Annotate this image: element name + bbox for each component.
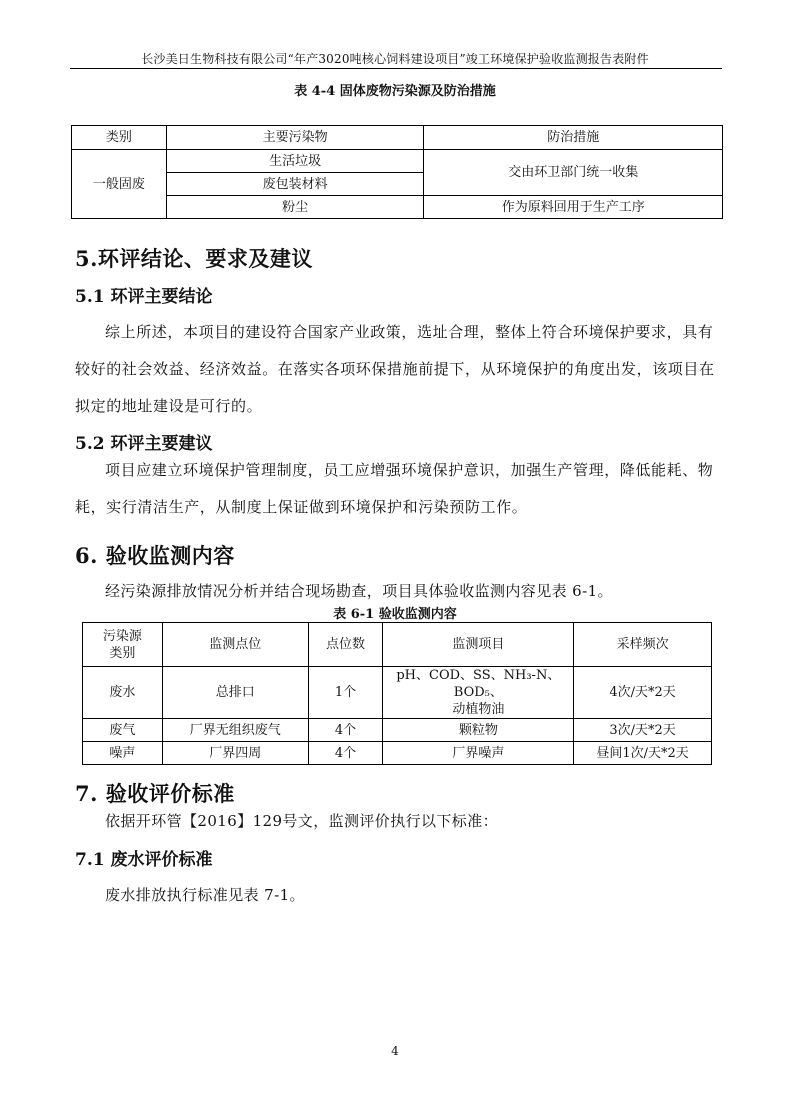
section-6-intro: 经污染源排放情况分析并结合现场勘查，项目具体验收监测内容见表 6-1。 bbox=[105, 582, 613, 600]
table-row bbox=[83, 742, 712, 765]
freq-cell: 昼间1次/天*2天 bbox=[574, 742, 712, 765]
source-cell: 废水 bbox=[83, 667, 163, 719]
col-category: 类别 bbox=[72, 126, 167, 150]
section-5-title: 5.环评结论、要求及建议 bbox=[75, 246, 313, 271]
section-7-1-paragraph: 废水排放执行标准见表 7-1。 bbox=[105, 886, 305, 904]
item-line2: 动植物油 bbox=[452, 702, 505, 717]
col-source-line2: 类别 bbox=[109, 645, 136, 661]
table-row bbox=[83, 719, 712, 742]
col-pollutant: 主要污染物 bbox=[166, 126, 424, 150]
section-5-1-paragraph: 综上所述，本项目的建设符合国家产业政策，选址合理，整体上符合环境保护要求，具有较好的社会效益、经济效益。在落实各项环保措施前提下，从环境保护的角度出发，该项目在拟定的地址建设是可行的。 bbox=[75, 323, 715, 415]
col-item: 监测项目 bbox=[383, 623, 574, 667]
header-rule bbox=[70, 68, 722, 69]
table-row bbox=[72, 196, 723, 219]
count-cell: 4个 bbox=[308, 719, 383, 742]
section-7-title: 7. 验收评价标准 bbox=[75, 781, 235, 806]
col-freq: 采样频次 bbox=[574, 623, 712, 667]
section-7-intro: 依据开环管【2016】129号文，监测评价执行以下标准： bbox=[105, 812, 499, 830]
measure-cell: 作为原料回用于生产工序 bbox=[424, 196, 723, 219]
source-cell: 废气 bbox=[83, 719, 163, 742]
item-cell: 颗粒物 bbox=[383, 719, 574, 742]
section-5-1-title: 5.1 环评主要结论 bbox=[75, 287, 213, 307]
table-4-4-caption: 表 4-4 固体废物污染源及防治措施 bbox=[294, 84, 496, 99]
category-cell: 一般固废 bbox=[72, 150, 167, 219]
table-header-row bbox=[83, 623, 712, 667]
freq-cell: 4次/天*2天 bbox=[574, 667, 712, 719]
count-cell: 4个 bbox=[308, 742, 383, 765]
col-count: 点位数 bbox=[308, 623, 383, 667]
pollutant-cell: 废包装材料 bbox=[166, 173, 424, 196]
section-7-1-title: 7.1 废水评价标准 bbox=[75, 850, 213, 870]
section-6-title: 6. 验收监测内容 bbox=[75, 543, 235, 568]
table-6-1-caption: 表 6-1 验收监测内容 bbox=[333, 607, 457, 622]
table-6-1 bbox=[82, 622, 712, 765]
pollutant-cell: 生活垃圾 bbox=[166, 150, 424, 173]
table-4-4 bbox=[71, 125, 723, 219]
item-cell bbox=[383, 667, 574, 719]
col-measures: 防治措施 bbox=[424, 126, 723, 150]
col-point: 监测点位 bbox=[162, 623, 308, 667]
table-row bbox=[72, 150, 723, 173]
col-source-line1: 污染源 bbox=[102, 628, 142, 644]
measure-cell: 交由环卫部门统一收集 bbox=[424, 150, 723, 196]
item-cell: 厂界噪声 bbox=[383, 742, 574, 765]
source-cell: 噪声 bbox=[83, 742, 163, 765]
item-line1: pH、COD、SS、NH₃-N、BOD₅、 bbox=[396, 668, 561, 700]
section-5-2-paragraph: 项目应建立环境保护管理制度，员工应增强环境保护意识，加强生产管理，降低能耗、物耗，实行清洁生产，从制度上保证做到环境保护和污染预防工作。 bbox=[75, 461, 714, 516]
point-cell: 厂界无组织废气 bbox=[162, 719, 308, 742]
table-header-row bbox=[72, 126, 723, 150]
col-source bbox=[83, 623, 163, 667]
section-5-2-title: 5.2 环评主要建议 bbox=[75, 434, 213, 454]
running-header: 长沙美日生物科技有限公司“年产3020吨核心饲料建设项目”竣工环境保护验收监测报告表附件 bbox=[141, 52, 649, 66]
pollutant-cell: 粉尘 bbox=[166, 196, 424, 219]
point-cell: 总排口 bbox=[162, 667, 308, 719]
table-row bbox=[83, 667, 712, 719]
count-cell: 1个 bbox=[308, 667, 383, 719]
page-number: 4 bbox=[391, 1044, 399, 1058]
freq-cell: 3次/天*2天 bbox=[574, 719, 712, 742]
point-cell: 厂界四周 bbox=[162, 742, 308, 765]
